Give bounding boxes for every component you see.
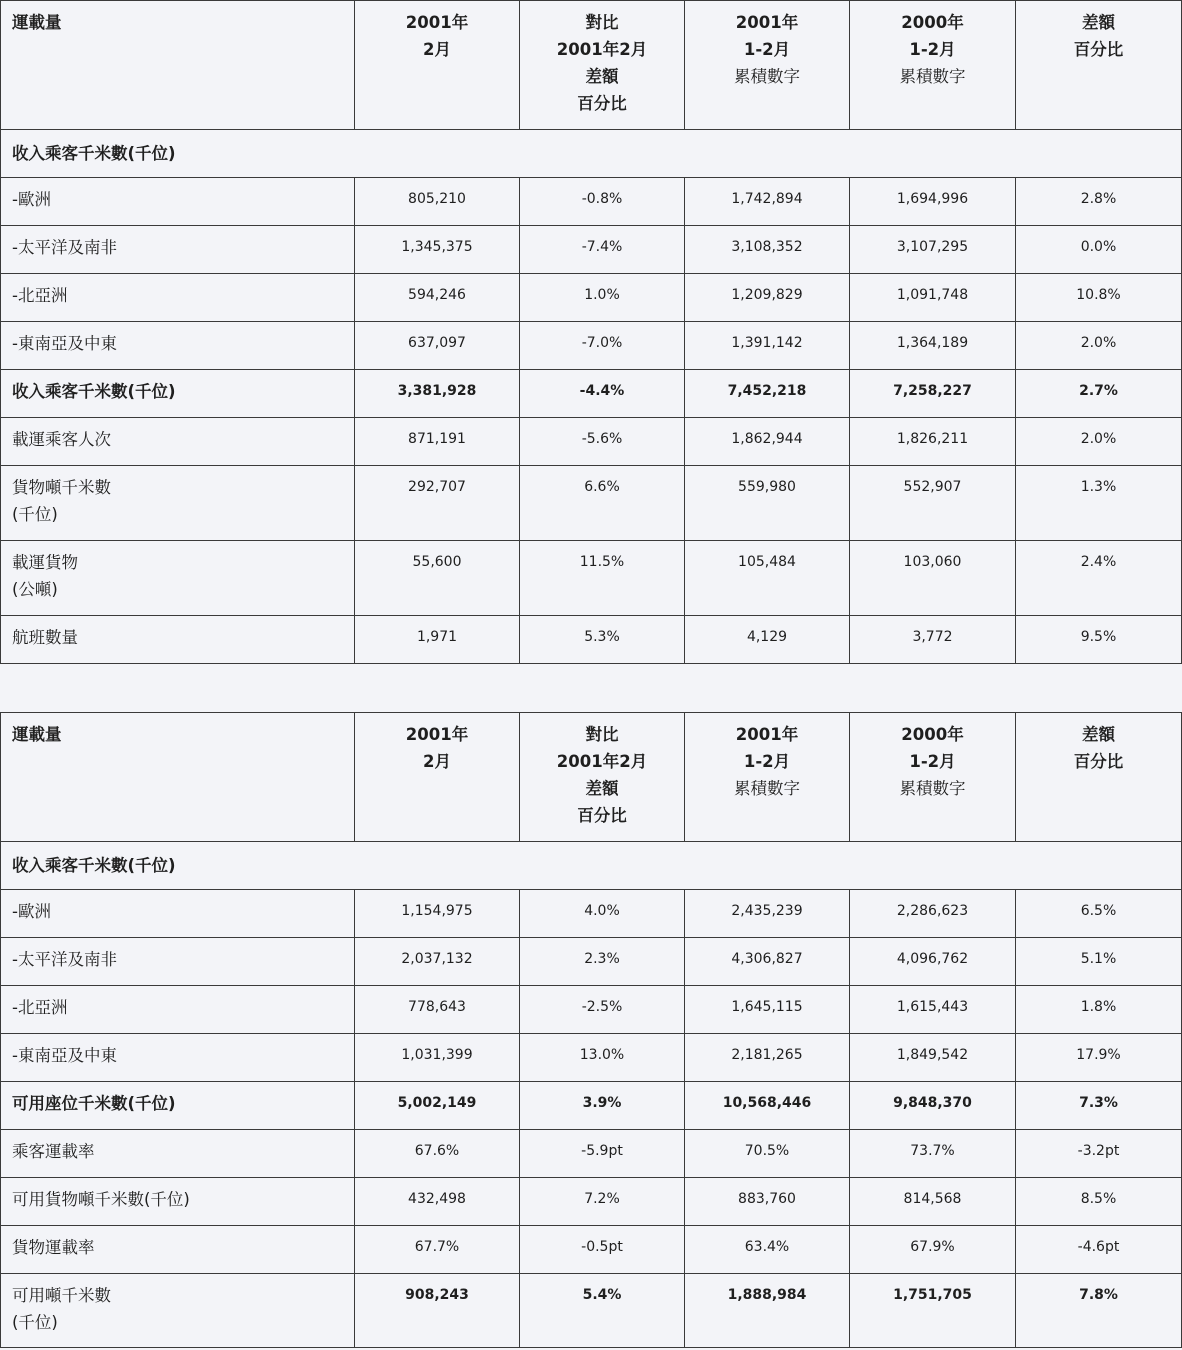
cell-change-ytd: 6.5% [1016, 890, 1182, 938]
row-label-line: 載運乘客人次 [12, 430, 111, 449]
table-header-row [1, 713, 1182, 842]
row-label-line: 航班數量 [12, 628, 78, 647]
row-label-line: (公噸) [12, 580, 58, 599]
header-label: 運載量 [12, 725, 62, 744]
cell-feb-2001: 637,097 [355, 322, 520, 370]
row-label-line: -太平洋及南非 [12, 238, 117, 257]
cell-change-ytd: 2.8% [1016, 178, 1182, 226]
header-line: 2001年 [405, 725, 469, 744]
header-line: 1-2月 [743, 40, 791, 59]
table-row [1, 890, 1182, 938]
row-label-line: (千位) [12, 505, 58, 524]
table-row [1, 322, 1182, 370]
total-row [1, 370, 1182, 418]
cell-ytd-2000: 1,849,542 [850, 1034, 1016, 1082]
header-cell [685, 1, 850, 130]
cell-change-ytd: 9.5% [1016, 616, 1182, 664]
row-label [1, 1130, 355, 1178]
row-label-line: -東南亞及中東 [12, 334, 117, 353]
cell-feb-2001: 2,037,132 [355, 938, 520, 986]
cell-ytd-2001: 2,435,239 [685, 890, 850, 938]
header-line: 百分比 [1073, 752, 1124, 771]
row-label-line: 可用噸千米數 [12, 1286, 111, 1305]
cell-ytd-2000: 2,286,623 [850, 890, 1016, 938]
header-line: 2月 [423, 40, 451, 59]
cell-ytd-2001: 1,888,984 [685, 1274, 850, 1348]
header-line: 1-2月 [909, 752, 956, 771]
header-line: 差額 [1082, 725, 1115, 744]
header-line: 2000年 [901, 725, 964, 744]
cell-feb-2001: 432,498 [355, 1178, 520, 1226]
header-line: 2000年 [901, 13, 964, 32]
cell-change-ytd: -4.6pt [1016, 1226, 1182, 1274]
cell-change-feb: -2.5% [520, 986, 685, 1034]
cell-feb-2001: 908,243 [355, 1274, 520, 1348]
cell-ytd-2001: 10,568,446 [685, 1082, 850, 1130]
table-row [1, 418, 1182, 466]
cell-change-feb: 4.0% [520, 890, 685, 938]
header-cell [355, 713, 520, 842]
row-label [1, 274, 355, 322]
row-label [1, 322, 355, 370]
cell-ytd-2001: 4,129 [685, 616, 850, 664]
cell-change-feb: 5.4% [520, 1274, 685, 1348]
header-line: 百分比 [577, 806, 627, 825]
row-label-line: 載運貨物 [12, 553, 78, 572]
cell-ytd-2000: 3,772 [850, 616, 1016, 664]
cell-change-feb: -7.4% [520, 226, 685, 274]
cell-feb-2001: 1,031,399 [355, 1034, 520, 1082]
row-label [1, 616, 355, 664]
header-cell [1016, 713, 1182, 842]
header-cell [355, 1, 520, 130]
cell-change-ytd: 2.7% [1016, 370, 1182, 418]
cell-feb-2001: 778,643 [355, 986, 520, 1034]
header-line: 1-2月 [909, 40, 956, 59]
cell-change-ytd: 1.3% [1016, 466, 1182, 541]
cell-change-ytd: 2.4% [1016, 541, 1182, 616]
header-label: 運載量 [12, 13, 62, 32]
row-label-line: -歐洲 [12, 190, 51, 209]
total-row [1, 1274, 1182, 1348]
row-label [1, 1178, 355, 1226]
section-title: 收入乘客千米數(千位) [1, 130, 1182, 178]
cell-ytd-2000: 7,258,227 [850, 370, 1016, 418]
table-row [1, 178, 1182, 226]
cell-ytd-2000: 1,364,189 [850, 322, 1016, 370]
header-line: 差額 [585, 67, 619, 86]
cell-change-ytd: 10.8% [1016, 274, 1182, 322]
header-line: 1-2月 [743, 752, 791, 771]
row-label-line: -歐洲 [12, 902, 51, 921]
cell-change-feb: -5.6% [520, 418, 685, 466]
cell-ytd-2001: 7,452,218 [685, 370, 850, 418]
row-label-line: 貨物噸千米數 [12, 478, 111, 497]
cell-change-ytd: 17.9% [1016, 1034, 1182, 1082]
header-cell [850, 1, 1016, 130]
header-line: 累積數字 [899, 779, 966, 798]
row-label-line: 貨物運載率 [12, 1238, 95, 1257]
cell-ytd-2000: 552,907 [850, 466, 1016, 541]
header-line: 2001年 [405, 13, 469, 32]
table-row [1, 1178, 1182, 1226]
cell-feb-2001: 67.6% [355, 1130, 520, 1178]
row-label [1, 418, 355, 466]
cell-ytd-2001: 63.4% [685, 1226, 850, 1274]
cell-ytd-2001: 1,862,944 [685, 418, 850, 466]
header-line: 2001年2月 [556, 752, 648, 771]
cell-change-feb: 7.2% [520, 1178, 685, 1226]
header-line: 百分比 [577, 94, 627, 113]
cell-ytd-2001: 1,742,894 [685, 178, 850, 226]
cell-feb-2001: 67.7% [355, 1226, 520, 1274]
cell-ytd-2001: 105,484 [685, 541, 850, 616]
cell-feb-2001: 594,246 [355, 274, 520, 322]
row-label [1, 178, 355, 226]
row-label [1, 938, 355, 986]
table-row [1, 226, 1182, 274]
cell-feb-2001: 3,381,928 [355, 370, 520, 418]
cell-ytd-2000: 1,751,705 [850, 1274, 1016, 1348]
row-label [1, 1082, 355, 1130]
header-cell [685, 713, 850, 842]
table-header-row [1, 1, 1182, 130]
header-cell [520, 1, 685, 130]
cell-ytd-2000: 1,615,443 [850, 986, 1016, 1034]
cell-ytd-2001: 3,108,352 [685, 226, 850, 274]
table-row [1, 986, 1182, 1034]
cell-change-ytd: 7.8% [1016, 1274, 1182, 1348]
section-row [1, 130, 1182, 178]
cell-change-feb: -4.4% [520, 370, 685, 418]
cell-ytd-2000: 4,096,762 [850, 938, 1016, 986]
row-label [1, 541, 355, 616]
cell-change-feb: 13.0% [520, 1034, 685, 1082]
cell-change-ytd: 5.1% [1016, 938, 1182, 986]
table-row [1, 1034, 1182, 1082]
cell-ytd-2000: 9,848,370 [850, 1082, 1016, 1130]
section-title: 收入乘客千米數(千位) [1, 842, 1182, 890]
header-cell [1016, 1, 1182, 130]
row-label [1, 1034, 355, 1082]
header-cell [520, 713, 685, 842]
row-label [1, 370, 355, 418]
cell-change-feb: 6.6% [520, 466, 685, 541]
cell-ytd-2001: 1,209,829 [685, 274, 850, 322]
cell-ytd-2001: 1,391,142 [685, 322, 850, 370]
cell-change-feb: 3.9% [520, 1082, 685, 1130]
cell-change-ytd: 1.8% [1016, 986, 1182, 1034]
cell-change-ytd: 0.0% [1016, 226, 1182, 274]
cell-feb-2001: 805,210 [355, 178, 520, 226]
cell-ytd-2000: 1,826,211 [850, 418, 1016, 466]
cell-change-ytd: 2.0% [1016, 322, 1182, 370]
cell-change-ytd: -3.2pt [1016, 1130, 1182, 1178]
header-line: 累積數字 [734, 67, 800, 86]
cell-feb-2001: 292,707 [355, 466, 520, 541]
table-row [1, 274, 1182, 322]
cell-change-feb: 5.3% [520, 616, 685, 664]
cell-feb-2001: 1,971 [355, 616, 520, 664]
row-label [1, 1226, 355, 1274]
cell-ytd-2000: 814,568 [850, 1178, 1016, 1226]
section-row [1, 842, 1182, 890]
cell-ytd-2000: 73.7% [850, 1130, 1016, 1178]
row-label-line: -北亞洲 [12, 286, 68, 305]
cell-change-feb: 1.0% [520, 274, 685, 322]
row-label [1, 226, 355, 274]
table-row [1, 1130, 1182, 1178]
traffic-table-1 [0, 0, 1182, 664]
row-label-line: -北亞洲 [12, 998, 68, 1017]
table-row [1, 541, 1182, 616]
row-label-line: 乘客運載率 [12, 1142, 95, 1161]
cell-change-feb: -0.5pt [520, 1226, 685, 1274]
cell-ytd-2001: 2,181,265 [685, 1034, 850, 1082]
cell-ytd-2000: 1,091,748 [850, 274, 1016, 322]
row-label [1, 1274, 355, 1348]
header-line: 百分比 [1073, 40, 1124, 59]
cell-change-feb: -5.9pt [520, 1130, 685, 1178]
header-line: 差額 [1082, 13, 1115, 32]
cell-change-feb: -0.8% [520, 178, 685, 226]
table-row [1, 466, 1182, 541]
total-row [1, 1082, 1182, 1130]
row-label-line: 收入乘客千米數(千位) [12, 382, 176, 401]
header-line: 對比 [585, 725, 619, 744]
cell-feb-2001: 5,002,149 [355, 1082, 520, 1130]
header-line: 對比 [585, 13, 619, 32]
row-label [1, 890, 355, 938]
cell-ytd-2001: 1,645,115 [685, 986, 850, 1034]
cell-feb-2001: 871,191 [355, 418, 520, 466]
cell-ytd-2000: 67.9% [850, 1226, 1016, 1274]
row-label-line: (千位) [12, 1313, 58, 1332]
header-line: 累積數字 [899, 67, 966, 86]
row-label-line: -太平洋及南非 [12, 950, 117, 969]
header-line: 2001年2月 [556, 40, 648, 59]
row-label [1, 986, 355, 1034]
cell-change-feb: -7.0% [520, 322, 685, 370]
cell-change-ytd: 8.5% [1016, 1178, 1182, 1226]
header-cell [850, 713, 1016, 842]
header-line: 2001年 [735, 725, 799, 744]
cell-change-ytd: 2.0% [1016, 418, 1182, 466]
header-cell [1, 713, 355, 842]
table-row [1, 938, 1182, 986]
cell-ytd-2001: 559,980 [685, 466, 850, 541]
cell-feb-2001: 55,600 [355, 541, 520, 616]
header-line: 2月 [423, 752, 451, 771]
cell-ytd-2000: 103,060 [850, 541, 1016, 616]
cell-feb-2001: 1,154,975 [355, 890, 520, 938]
header-line: 2001年 [735, 13, 799, 32]
table-row [1, 616, 1182, 664]
header-line: 差額 [585, 779, 619, 798]
header-line: 累積數字 [734, 779, 800, 798]
cell-ytd-2000: 3,107,295 [850, 226, 1016, 274]
cell-ytd-2001: 70.5% [685, 1130, 850, 1178]
row-label-line: -東南亞及中東 [12, 1046, 117, 1065]
table-row [1, 1226, 1182, 1274]
row-label-line: 可用座位千米數(千位) [12, 1094, 176, 1113]
traffic-table-2 [0, 712, 1182, 1348]
cell-change-feb: 11.5% [520, 541, 685, 616]
cell-ytd-2000: 1,694,996 [850, 178, 1016, 226]
header-cell [1, 1, 355, 130]
cell-change-feb: 2.3% [520, 938, 685, 986]
cell-feb-2001: 1,345,375 [355, 226, 520, 274]
cell-change-ytd: 7.3% [1016, 1082, 1182, 1130]
row-label-line: 可用貨物噸千米數(千位) [12, 1190, 190, 1209]
cell-ytd-2001: 883,760 [685, 1178, 850, 1226]
row-label [1, 466, 355, 541]
cell-ytd-2001: 4,306,827 [685, 938, 850, 986]
